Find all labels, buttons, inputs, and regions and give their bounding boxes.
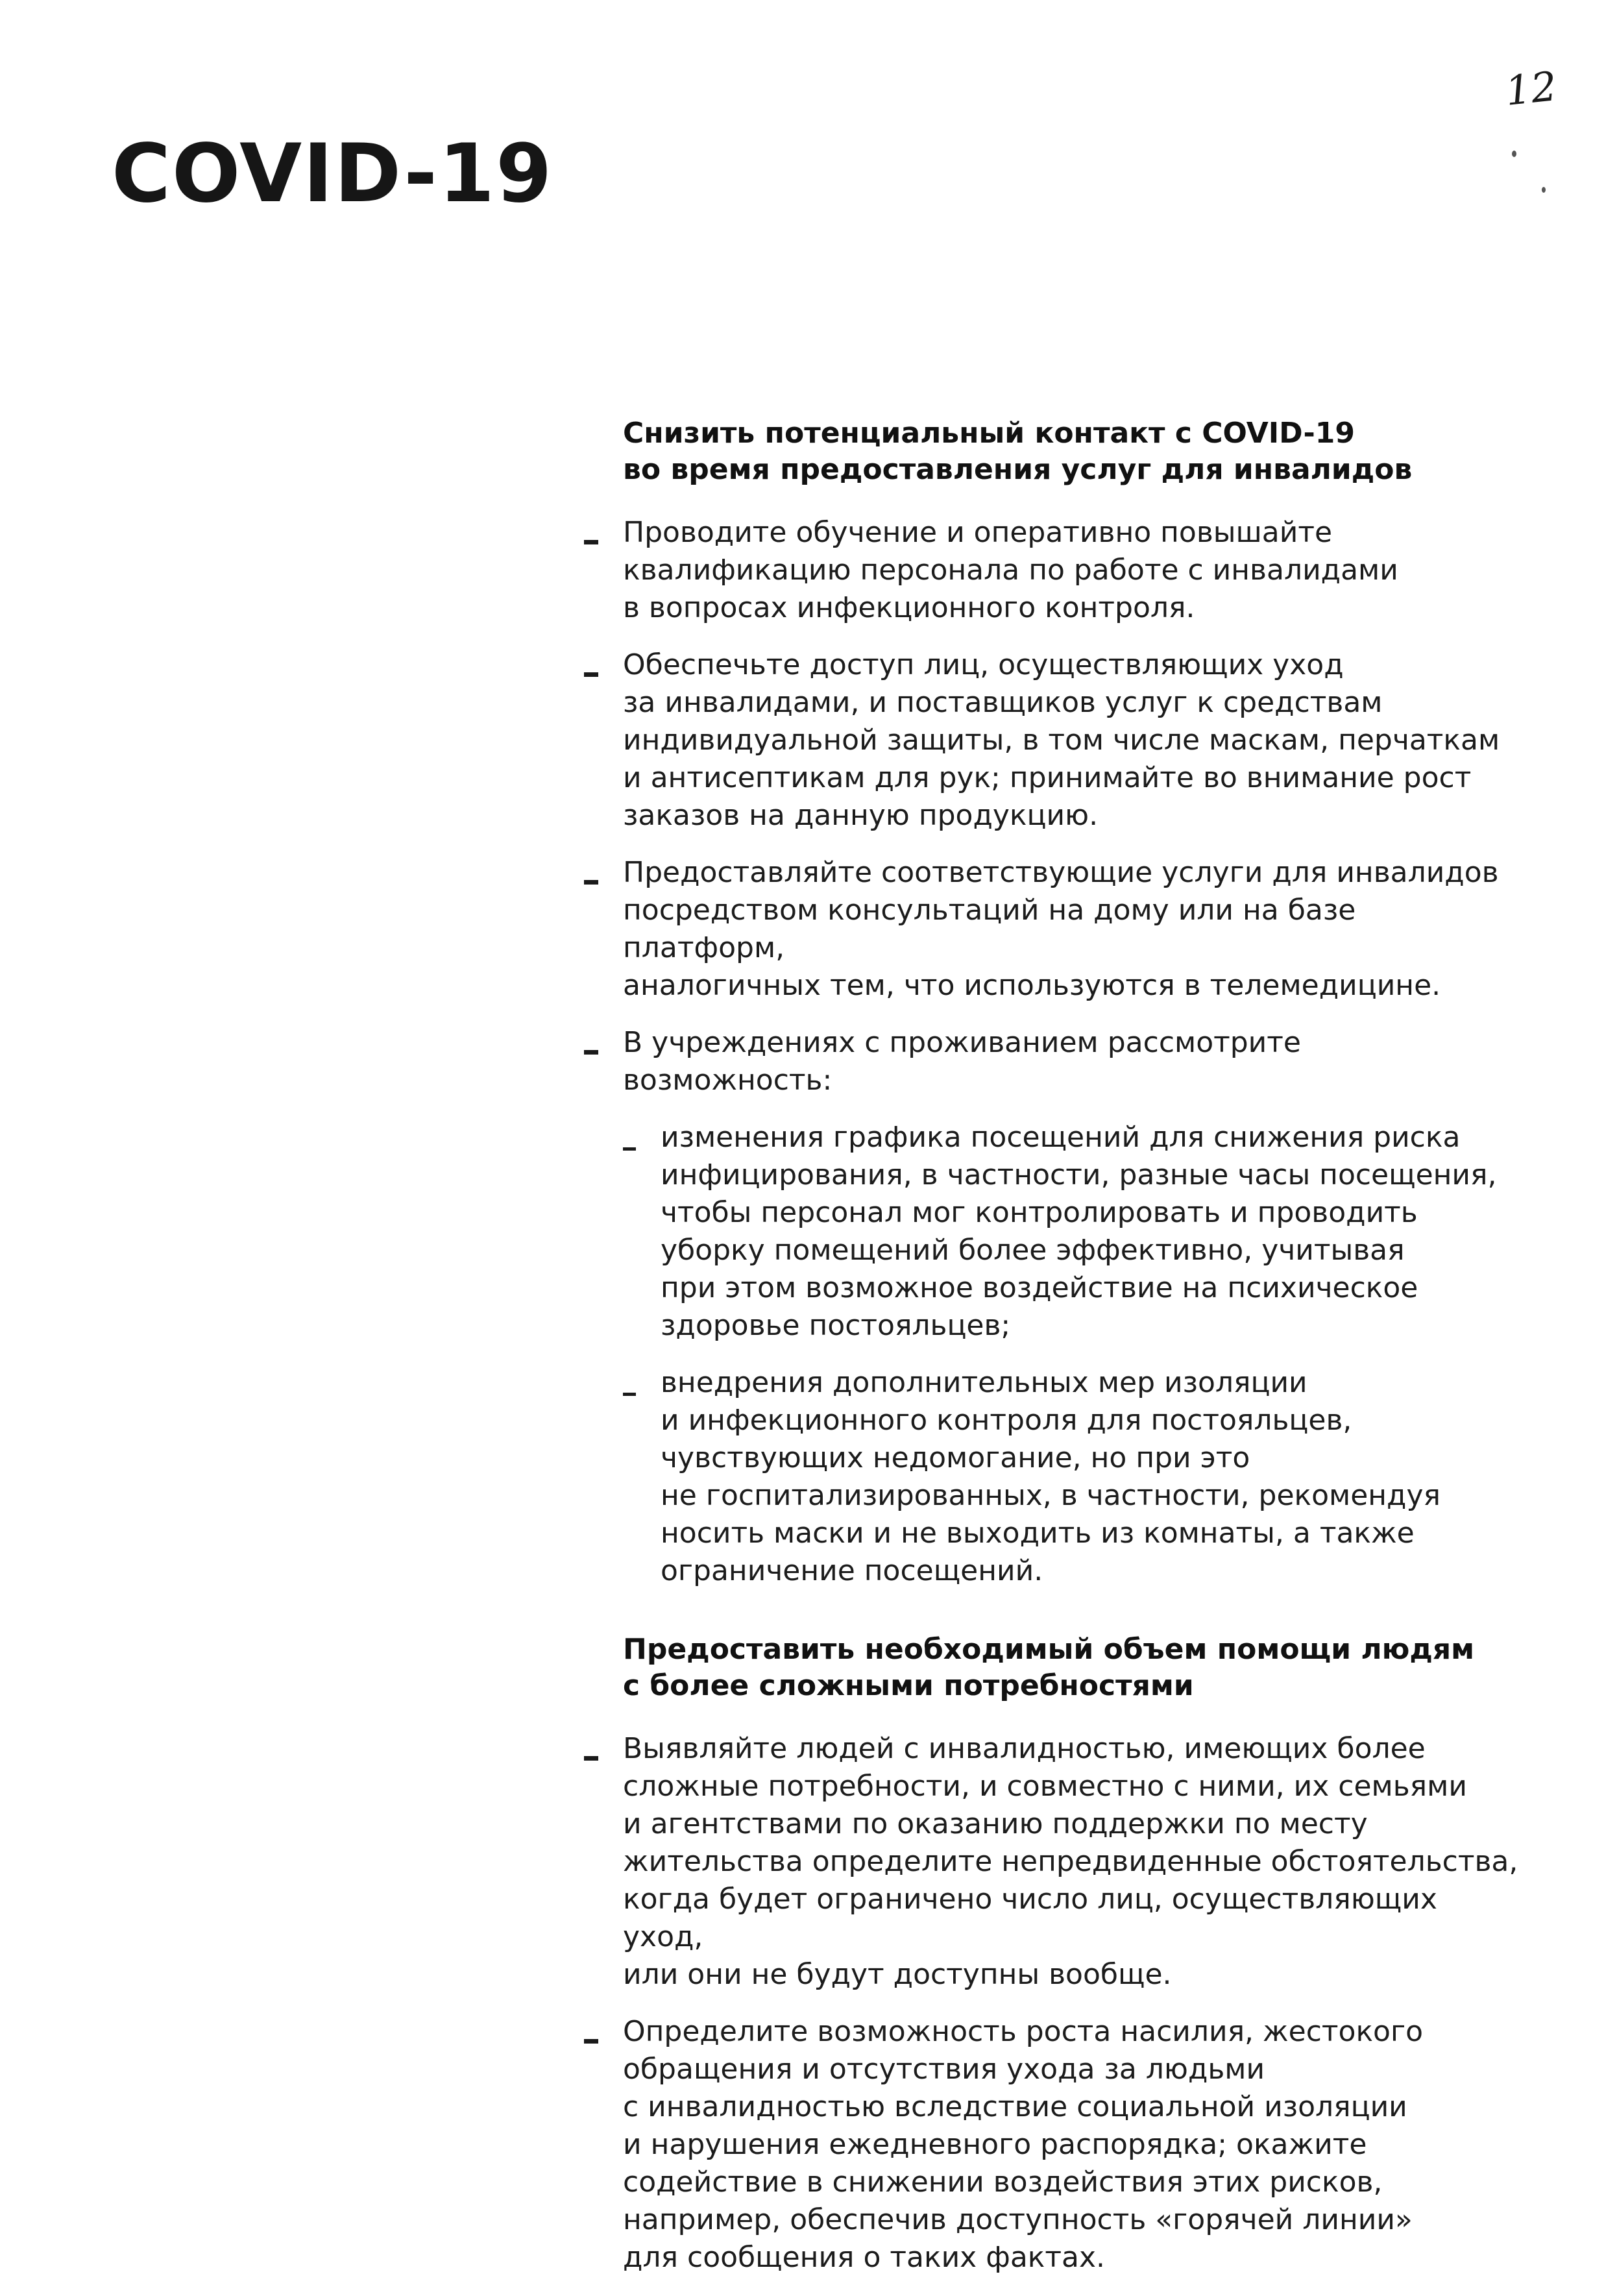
list-item <box>584 854 1518 1005</box>
handwritten-page-number: 12 <box>1503 62 1559 115</box>
list-item-text: Определите возможность роста насилия, жестокого обращения и отсутствия ухода за людьми с инвалидностью вследствие социальной изоляции и нарушения ежедневного распорядка; окажите содействие в снижении воздействия этих рисков, например, обеспечив доступность «горячей линии» для сообщения о таких фактах. <box>623 2015 1424 2274</box>
list-item <box>584 514 1518 627</box>
list-item-text: Выявляйте людей с инвалидностью, имеющих более сложные потребности, и совместно с ними, их семьями и агентствами по оказанию поддержки по месту жительства определите непредвиденные обстоятельства, когда будет ограничено число лиц, осуществляющих уход, или они не будут доступны вообще. <box>623 1732 1518 1991</box>
list-item-text: Обеспечьте доступ лиц, осуществляющих уход за инвалидами, и поставщиков услуг к средствам индивидуальной защиты, в том числе маскам, перчаткам и антисептикам для рук; принимайте во внимание рост заказов на данную продукцию. <box>623 648 1500 832</box>
bullet-dash <box>584 1756 598 1761</box>
list-item <box>584 1024 1518 1099</box>
list-item-text: Предоставляйте соответствующие услуги для инвалидов посредством консультаций на дому или на базе платформ, аналогичных тем, что используются в телемедицине. <box>623 856 1499 1002</box>
section-heading: Предоставить необходимый объем помощи людям с более сложными потребностями <box>623 1633 1475 1702</box>
sub-list-item-text: изменения графика посещений для снижения риска инфицирования, в частности, разные часы посещения, чтобы персонал мог контролировать и проводить уборку помещений более эффективно, учитывая при этом возможное воздействие на психическое здоровье постояльцев; <box>661 1121 1497 1342</box>
list-item <box>584 2013 1518 2277</box>
list-item <box>584 1730 1518 1994</box>
bullet-dash <box>584 540 598 544</box>
list-item-text: Проводите обучение и оперативно повышайте квалификацию персонала по работе с инвалидами в вопросах инфекционного контроля. <box>623 516 1398 624</box>
sub-list-item <box>584 1364 1518 1590</box>
sub-list-item-text: внедрения дополнительных мер изоляции и инфекционного контроля для постояльцев, чувствующих недомогание, но при это не госпитализированных, в частности, рекомендуя носить маски и не выходить из комнаты, а также ограничение посещений. <box>661 1366 1441 1587</box>
list-item-text: В учреждениях с проживанием рассмотрите возможность: <box>623 1026 1301 1097</box>
bullet-dash <box>584 880 598 885</box>
bullet-dash <box>584 672 598 677</box>
section-heading: Снизить потенциальный контакт с COVID-19 во время предоставления услуг для инвалидов <box>623 417 1413 486</box>
document-body <box>584 415 1518 2296</box>
scan-speck <box>1542 187 1546 193</box>
page-title: COVID-19 <box>112 127 553 221</box>
scan-speck <box>1512 151 1516 157</box>
sub-list-item <box>584 1119 1518 1345</box>
bullet-dash <box>584 2039 598 2044</box>
list-item <box>584 646 1518 835</box>
sub-bullet-dash <box>623 1393 636 1396</box>
sub-bullet-dash <box>623 1147 636 1151</box>
bullet-dash <box>584 1050 598 1055</box>
